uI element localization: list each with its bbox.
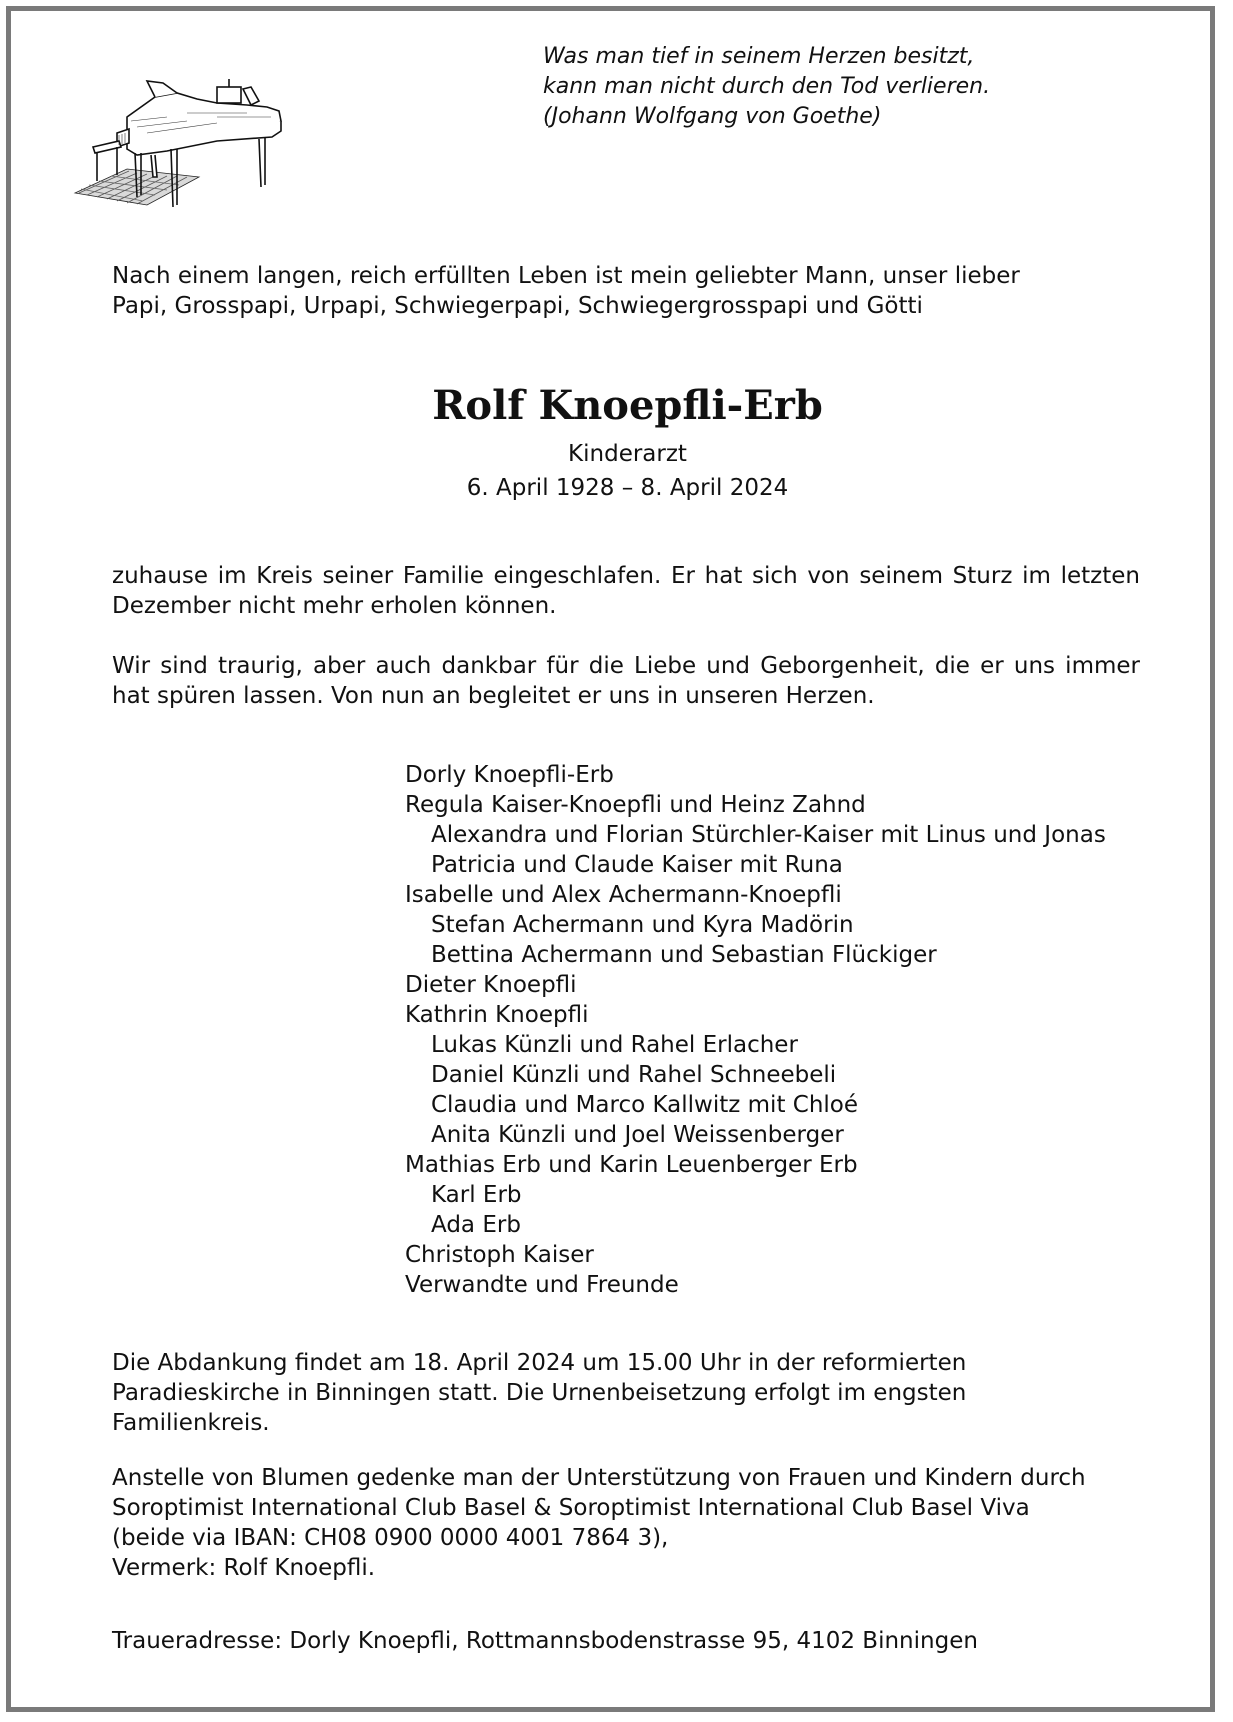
list-item: Christoph Kaiser [405, 1242, 594, 1268]
quote-line: kann man nicht durch den Tod verlieren. [543, 74, 991, 99]
list-item: Verwandte und Freunde [405, 1272, 679, 1298]
grand-piano-illustration [67, 77, 317, 223]
donation-line: Soroptimist International Club Basel & Soroptimist International Club Basel Viva [112, 1495, 1030, 1521]
list-item: Alexandra und Florian Stürchler-Kaiser mit Linus und Jonas [431, 822, 1106, 848]
donation-line: (beide via IBAN: CH08 0900 0000 4001 7864 3), [112, 1525, 669, 1551]
list-item: Ada Erb [431, 1212, 521, 1238]
list-item: Patricia und Claude Kaiser mit Runa [431, 852, 843, 878]
deceased-name: Rolf Knoepfli-Erb [432, 382, 823, 429]
ceremony-line: Familienkreis. [112, 1410, 270, 1436]
goethe-quote [543, 42, 990, 132]
list-item: Daniel Künzli und Rahel Schneebeli [431, 1062, 837, 1088]
ceremony-line: Die Abdankung findet am 18. April 2024 um 15.00 Uhr in der reformierten [112, 1350, 967, 1376]
intro-line: Papi, Grosspapi, Urpapi, Schwiegerpapi, Schwiegergrosspapi und Götti [112, 293, 923, 319]
paragraph-gratitude: Wir sind traurig, aber auch dankbar für die Liebe und Geborgenheit, die er uns immer hat spüren lassen. Von nun an begleitet er uns in unseren Herzen. [112, 653, 1140, 709]
life-dates: 6. April 1928 – 8. April 2024 [466, 475, 789, 501]
list-item: Kathrin Knoepfli [405, 1002, 589, 1028]
quote-author: (Johann Wolfgang von Goethe) [543, 104, 882, 129]
list-item: Isabelle und Alex Achermann-Knoepfli [405, 882, 842, 908]
list-item: Mathias Erb und Karin Leuenberger Erb [405, 1152, 858, 1178]
list-item: Stefan Achermann und Kyra Madörin [431, 912, 854, 938]
list-item: Regula Kaiser-Knoepfli und Heinz Zahnd [405, 792, 866, 818]
list-item: Lukas Künzli und Rahel Erlacher [431, 1032, 798, 1058]
list-item: Karl Erb [431, 1182, 522, 1208]
quote-line: Was man tief in seinem Herzen besitzt, [543, 44, 975, 69]
mourners-list [405, 760, 1106, 1300]
list-item: Claudia und Marco Kallwitz mit Chloé [431, 1092, 859, 1118]
list-item: Anita Künzli und Joel Weissenberger [431, 1122, 844, 1148]
obituary-page [6, 6, 1215, 1712]
intro-line: Nach einem langen, reich erfüllten Leben ist mein geliebter Mann, unser lieber [112, 263, 1020, 289]
list-item: Dorly Knoepfli-Erb [405, 762, 614, 788]
donation-line: Anstelle von Blumen gedenke man der Unterstützung von Frauen und Kindern durch [112, 1465, 1086, 1491]
paragraph-passing: zuhause im Kreis seiner Familie eingeschlafen. Er hat sich von seinem Sturz im letzten Dezember nicht mehr erholen können. [112, 563, 1140, 619]
mourning-address: Traueradresse: Dorly Knoepfli, Rottmannsbodenstrasse 95, 4102 Binningen [112, 1628, 978, 1654]
list-item: Dieter Knoepfli [405, 972, 577, 998]
donation-line: Vermerk: Rolf Knoepfli. [112, 1555, 376, 1581]
ceremony-line: Paradieskirche in Binningen statt. Die Urnenbeisetzung erfolgt im engsten [112, 1380, 967, 1406]
list-item: Bettina Achermann und Sebastian Flückiger [431, 942, 937, 968]
deceased-profession: Kinderarzt [568, 441, 687, 467]
